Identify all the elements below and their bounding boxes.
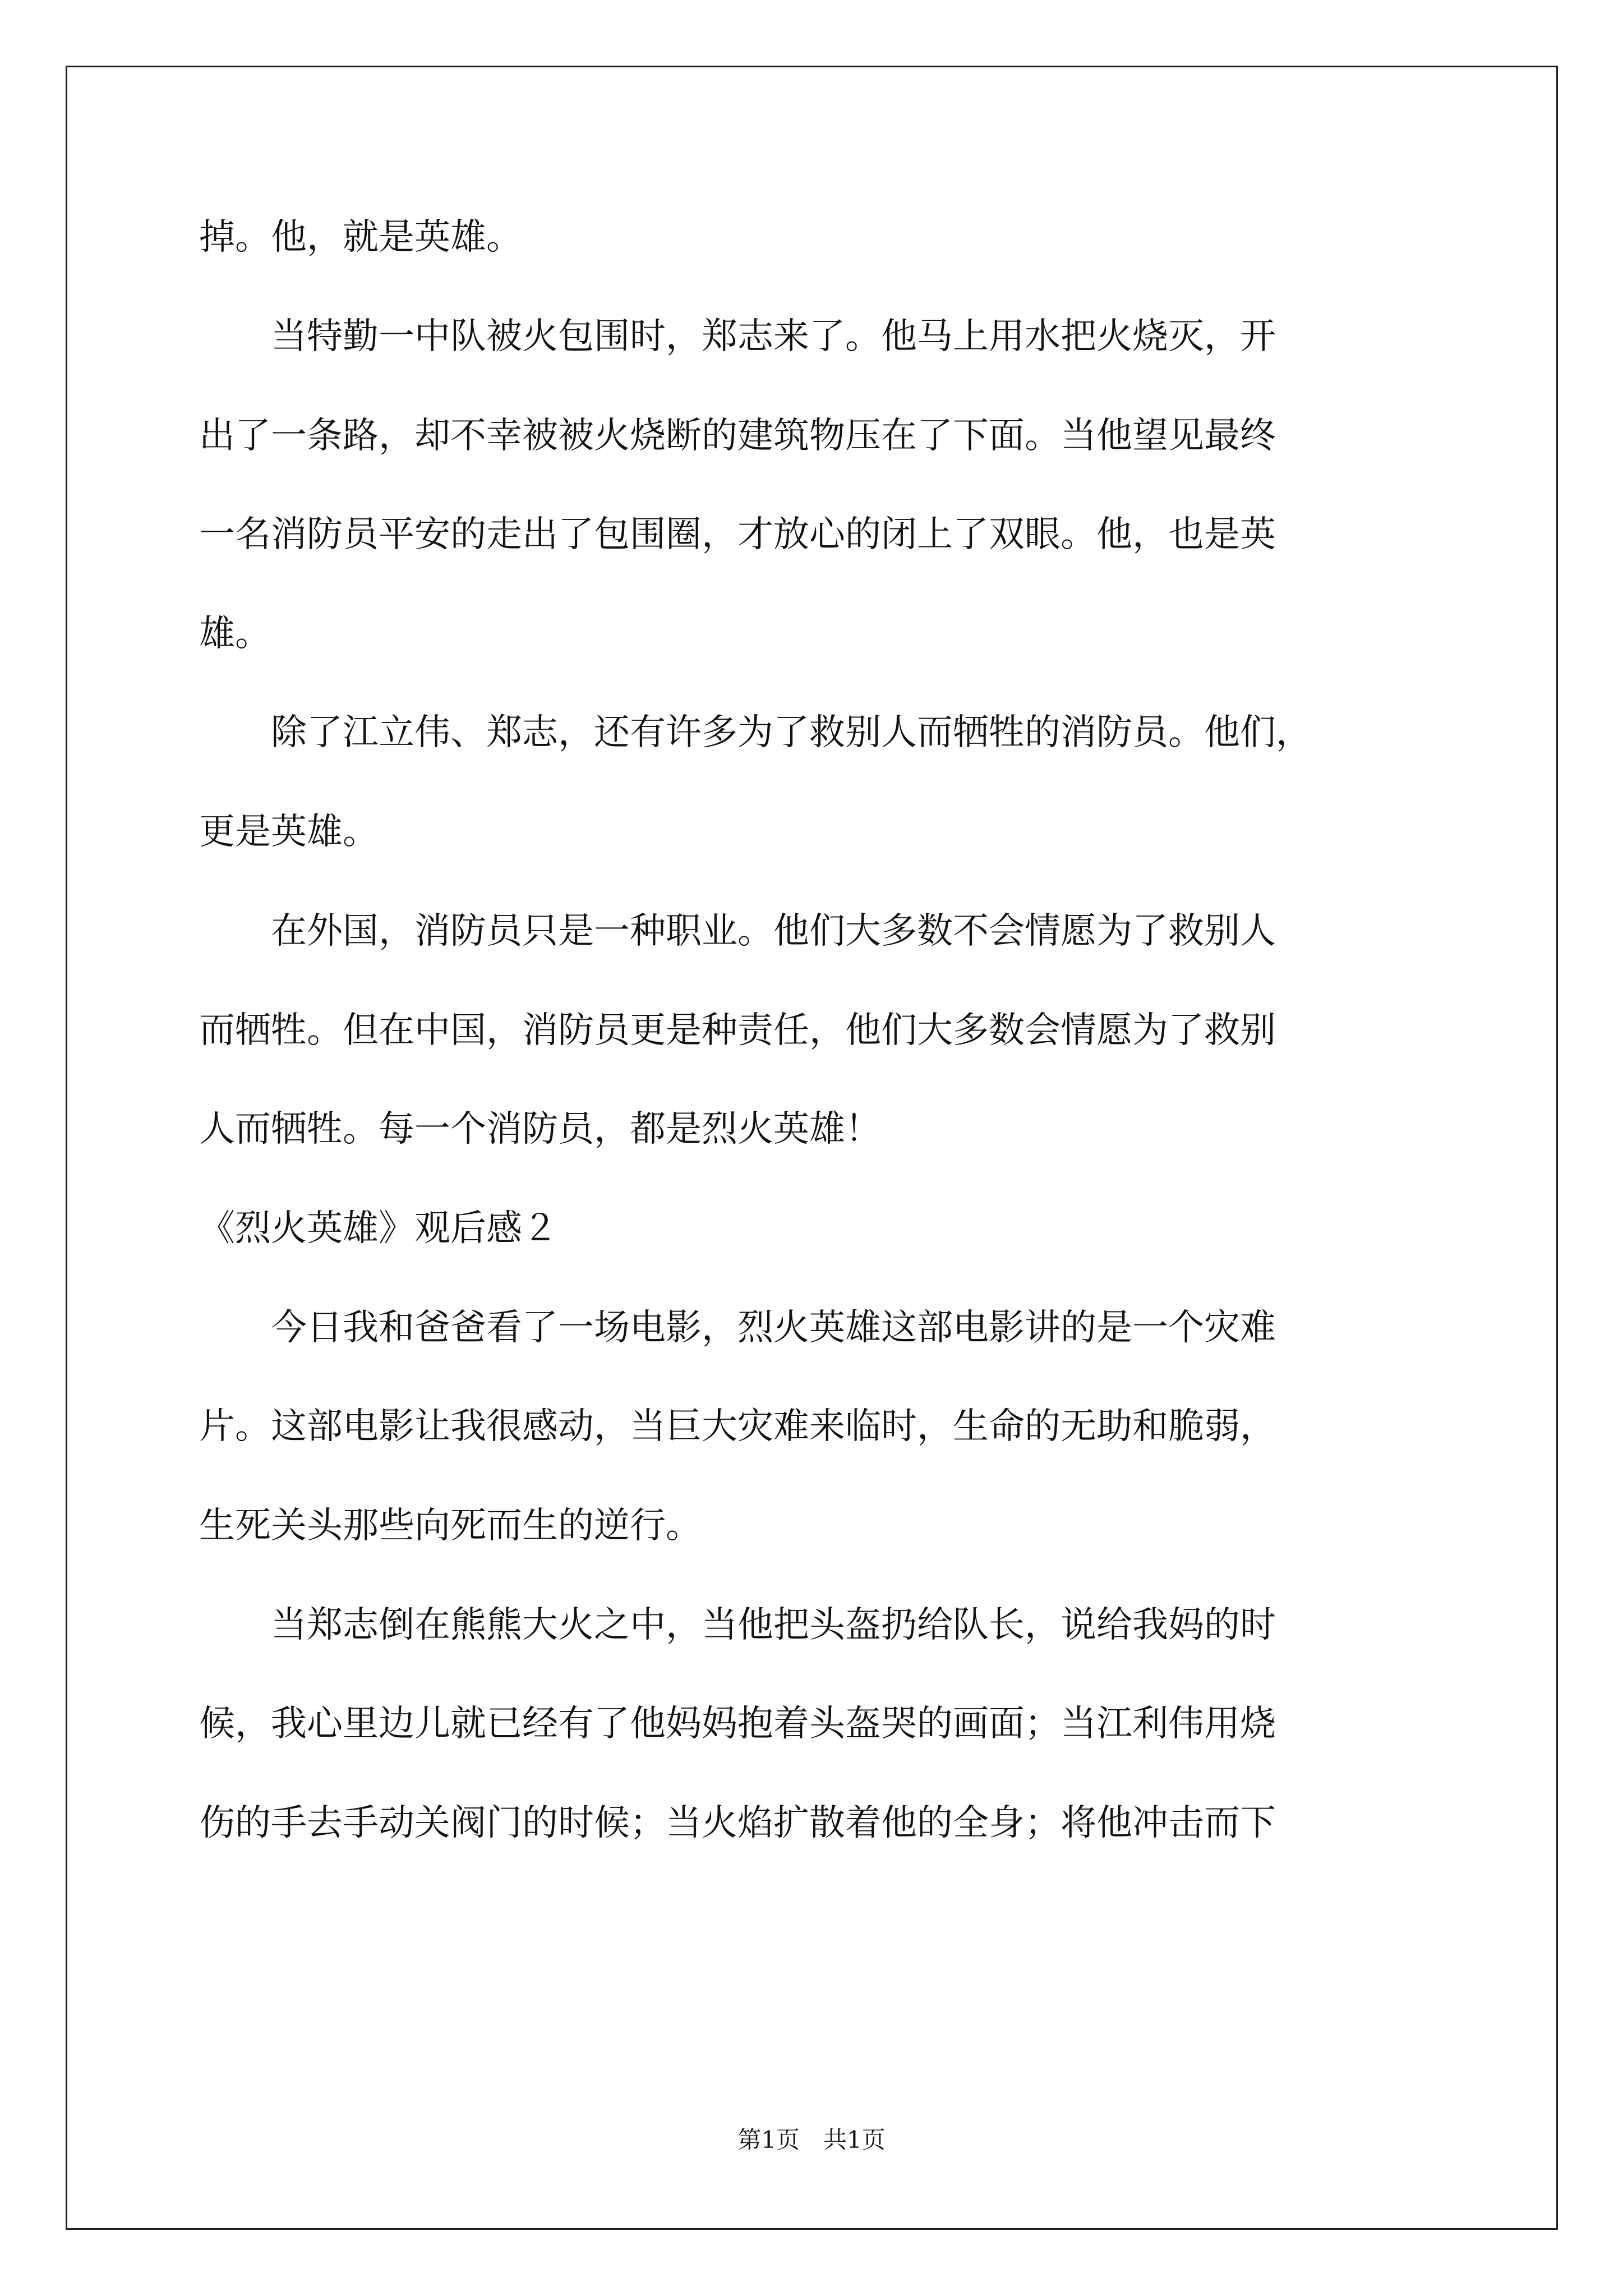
text-line: 出了一条路，却不幸被被火烧断的建筑物压在了下面。当他望见最终 [199, 415, 1276, 457]
text-line: 伤的手去手动关阀门的时候；当火焰扩散着他的全身；将他冲击而下 [199, 1802, 1276, 1844]
page-footer: 第1页 共1页 [737, 2126, 886, 2154]
text-line: 片。这部电影让我很感动，当巨大灾难来临时，生命的无助和脆弱， [199, 1406, 1276, 1447]
text-line: 一名消防员平安的走出了包围圈，才放心的闭上了双眼。他，也是英 [199, 514, 1276, 555]
text-line: 雄。 [199, 613, 271, 655]
text-line: 今日我和爸爸看了一场电影，烈火英雄这部电影讲的是一个灾难 [199, 1307, 1276, 1349]
text-line: 在外国，消防员只是一种职业。他们大多数不会情愿为了救别人 [199, 910, 1276, 952]
text-line: 更是英雄。 [199, 811, 379, 853]
text-line: 人而牺牲。每一个消防员，都是烈火英雄！ [199, 1108, 881, 1150]
text-line: 除了江立伟、郑志，还有许多为了救别人而牺牲的消防员。他们， [199, 712, 1312, 753]
text-line: 当郑志倒在熊熊大火之中，当他把头盔扔给队长，说给我妈的时 [199, 1604, 1276, 1646]
text-line: 生死关头那些向死而生的逆行。 [199, 1505, 702, 1547]
text-line: 当特勤一中队被火包围时，郑志来了。他马上用水把火烧灭，开 [199, 316, 1276, 357]
section-title: 《烈火英雄》观后感２ [199, 1208, 558, 1249]
text-line: 而牺牲。但在中国，消防员更是种责任，他们大多数会情愿为了救别 [199, 1010, 1276, 1051]
text-line: 掉。他，就是英雄。 [199, 217, 522, 258]
text-line: 候，我心里边儿就已经有了他妈妈抱着头盔哭的画面；当江利伟用烧 [199, 1703, 1276, 1745]
